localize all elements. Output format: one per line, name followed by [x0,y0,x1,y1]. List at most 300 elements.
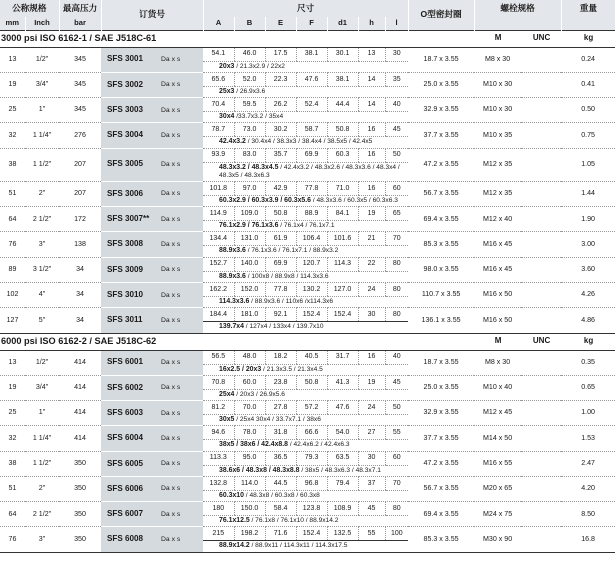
tube-size-preferred: 30x4 [219,113,235,121]
tube-size-preferred: 114.3x3.6 [219,297,250,305]
oring-size: 85.3 x 3.55 [408,232,474,257]
m-unit: M [474,333,521,350]
dim-value-a: 94.6 [203,426,234,440]
bolt-unc [521,207,561,232]
dim-value-b: 59.5 [234,98,265,112]
weight-kg: 0.65 [561,375,615,400]
nominal-inch: 4" [25,282,59,307]
dim-value-h: 24 [358,401,385,415]
dim-value-e: 44.5 [265,476,296,490]
tube-sizes [203,415,408,426]
table-row [0,148,615,162]
max-pressure: 138 [59,232,101,257]
dim-value-f: 130.2 [296,282,327,296]
max-pressure: 345 [59,72,101,97]
tube-size-preferred: 38.6x6 / 48.3x8 / 48.3x8.8 [219,466,300,474]
dim-value-h: 14 [358,72,385,86]
part-number: SFS 3006 [101,181,157,206]
tube-size-other: / 100x8 / 88.9x8 / 114.3x3.6 [245,272,329,280]
nominal-inch: 1/2" [25,47,59,72]
oring-size: 56.7 x 3.55 [408,476,474,501]
bolt-unc [521,282,561,307]
nominal-mm: 32 [0,123,25,148]
oring-size: 32.9 x 3.55 [408,98,474,123]
max-pressure: 350 [59,502,101,527]
kg-unit: kg [561,30,615,47]
tube-size-other: / 25x4 30x4 / 33.7x7.1 / 38x6 [234,416,321,424]
dim-value-e: 22.3 [265,72,296,86]
max-pressure: 345 [59,47,101,72]
max-pressure: 34 [59,282,101,307]
table-row [0,181,615,195]
max-pressure: 414 [59,350,101,375]
dim-value-b: 70.0 [234,401,265,415]
dim-col-e: E [265,17,296,30]
dax-label: Da x s [157,98,203,123]
dim-value-h: 16 [358,181,385,195]
bolt-metric: M10 x 30 [474,72,521,97]
tube-size-preferred: 88.9x3.6 [219,272,246,280]
tube-size-preferred: 42.4x3.2 [219,138,246,146]
bolt-metric: M10 x 35 [474,123,521,148]
bolt-unc [521,476,561,501]
dim-value-b: 114.0 [234,476,265,490]
dim-value-b: 60.0 [234,375,265,389]
nominal-size-header: 公称规格 [0,0,59,17]
unc-unit: UNC [521,333,561,350]
dim-value-f: 96.8 [296,476,327,490]
dim-value-l: 30 [385,47,408,61]
bolt-unc [521,123,561,148]
bolt-metric: M8 x 30 [474,47,521,72]
dim-value-b: 97.0 [234,181,265,195]
dim-value-e: 27.8 [265,401,296,415]
dim-value-d1: 31.7 [327,350,358,364]
weight-header: 重量 [561,0,615,17]
table-row [0,232,615,246]
table-row [0,257,615,271]
dim-value-a: 101.8 [203,181,234,195]
table-row [0,527,615,541]
dax-label: Da x s [157,72,203,97]
dax-label: Da x s [157,308,203,333]
part-number: SFS 6004 [101,426,157,451]
dim-value-b: 181.0 [234,308,265,322]
oring-size: 47.2 x 3.55 [408,148,474,181]
bolt-unc [521,401,561,426]
nominal-inch: 2 1/2" [25,502,59,527]
tube-size-other: / 88.9x3.6 / 110x6 /x114.3x6 [249,297,334,305]
dax-label: Da x s [157,401,203,426]
dim-value-b: 150.0 [234,502,265,516]
tube-size-preferred: 16x2.5 / 20x3 [219,365,262,373]
section-header-row [0,333,615,350]
tube-size-preferred: 48.3x3.2 / 48.3x4.5 [219,163,279,171]
tube-sizes [203,296,408,307]
part-number: SFS 3010 [101,282,157,307]
tube-size-other: / 76.1x3.6 / 76.1x7.1 / 88.9x3.2 [245,247,339,255]
dim-value-a: 152.7 [203,257,234,271]
table-row [0,47,615,61]
nominal-inch: 3" [25,527,59,552]
nominal-mm: 76 [0,232,25,257]
dim-value-d1: 127.0 [327,282,358,296]
part-number: SFS 3007** [101,207,157,232]
bolt-metric: M16 x 50 [474,308,521,333]
dim-value-f: 58.7 [296,123,327,137]
nominal-inch: 3/4" [25,72,59,97]
nominal-mm: 32 [0,426,25,451]
bolt-unc [521,308,561,333]
weight-kg: 1.53 [561,426,615,451]
nominal-mm: 19 [0,375,25,400]
dim-value-f: 47.6 [296,72,327,86]
oring-size: 37.7 x 3.55 [408,123,474,148]
max-pressure: 34 [59,308,101,333]
tube-sizes [203,61,408,72]
section-header-row [0,30,615,47]
max-pressure: 345 [59,98,101,123]
nominal-inch: 2" [25,476,59,501]
dim-value-b: 140.0 [234,257,265,271]
dim-value-f: 69.9 [296,148,327,162]
max-pressure: 34 [59,257,101,282]
dax-label: Da x s [157,350,203,375]
oring-size: 37.7 x 3.55 [408,426,474,451]
nominal-inch: 1 1/2" [25,148,59,181]
part-number: SFS 6008 [101,527,157,552]
tube-sizes [203,516,408,527]
dim-value-e: 61.9 [265,232,296,246]
dim-value-d1: 47.6 [327,401,358,415]
dim-value-f: 106.4 [296,232,327,246]
max-pressure: 414 [59,426,101,451]
dim-value-l: 45 [385,375,408,389]
dim-value-l: 80 [385,257,408,271]
tube-size-other: / 127x4 / 133x4 / 139.7x10 [243,323,324,331]
max-pressure: 414 [59,375,101,400]
bolt-spec-header: 螺栓规格 [474,0,561,17]
dim-value-l: 100 [385,527,408,541]
weight-kg: 0.35 [561,350,615,375]
dim-value-l: 40 [385,350,408,364]
tube-sizes [203,541,408,552]
dim-value-l: 60 [385,451,408,465]
nominal-inch: 5" [25,308,59,333]
dim-value-a: 162.2 [203,282,234,296]
tube-size-other: /33.7x3.2 / 35x4 [234,113,284,121]
table-row [0,401,615,415]
oring-size: 98.0 x 3.55 [408,257,474,282]
oring-size: 85.3 x 3.55 [408,527,474,552]
weight-kg: 3.00 [561,232,615,257]
bolt-unc [521,350,561,375]
dim-value-f: 152.4 [296,527,327,541]
dim-value-l: 35 [385,72,408,86]
weight-kg: 0.75 [561,123,615,148]
dim-value-l: 80 [385,282,408,296]
dim-value-a: 65.6 [203,72,234,86]
dax-label: Da x s [157,123,203,148]
tube-sizes [203,86,408,97]
dim-value-e: 42.9 [265,181,296,195]
dim-value-a: 180 [203,502,234,516]
tube-sizes [203,162,408,181]
max-pressure: 276 [59,123,101,148]
tube-size-other: / 48.3x8 / 60.3x8 / 60.3x8 [243,491,320,499]
dim-value-f: 88.9 [296,207,327,221]
bolt-metric: M12 x 45 [474,401,521,426]
oring-size: 18.7 x 3.55 [408,350,474,375]
max-pressure: 414 [59,401,101,426]
table-row [0,350,615,364]
dim-value-f: 123.8 [296,502,327,516]
dax-label: Da x s [157,148,203,181]
dim-value-d1: 152.4 [327,308,358,322]
dim-value-a: 54.1 [203,47,234,61]
max-pressure: 172 [59,207,101,232]
dim-value-b: 73.0 [234,123,265,137]
order-number-header: 订货号 [101,0,203,30]
dim-col-b: B [234,17,265,30]
dax-label: Da x s [157,282,203,307]
section-title: 6000 psi ISO 6162-2 / SAE J518C-62 [0,333,474,350]
dim-value-e: 17.5 [265,47,296,61]
part-number: SFS 3003 [101,98,157,123]
dim-value-l: 80 [385,308,408,322]
dim-value-e: 50.8 [265,207,296,221]
dim-value-d1: 50.8 [327,123,358,137]
dax-label: Da x s [157,502,203,527]
weight-kg: 2.47 [561,451,615,476]
tube-size-other: / 88.9x11 / 114.3x11 / 114.3x17.5 [249,542,348,550]
dim-value-e: 92.1 [265,308,296,322]
part-number: SFS 6006 [101,476,157,501]
dim-value-d1: 30.1 [327,47,358,61]
dim-value-d1: 132.5 [327,527,358,541]
dim-value-f: 79.3 [296,451,327,465]
tube-size-preferred: 20x3 [219,62,235,70]
nominal-mm: 51 [0,476,25,501]
weight-kg: 0.50 [561,98,615,123]
dim-col-h: h [358,17,385,30]
nominal-mm: 89 [0,257,25,282]
bolt-unc [521,375,561,400]
max-pressure: 350 [59,527,101,552]
dim-value-e: 36.5 [265,451,296,465]
dim-value-d1: 44.4 [327,98,358,112]
bolt-metric: M12 x 35 [474,181,521,206]
tube-sizes [203,137,408,148]
tube-size-preferred: 88.9x14.2 [219,542,250,550]
dim-value-f: 120.7 [296,257,327,271]
nominal-mm: 102 [0,282,25,307]
section-title: 3000 psi ISO 6162-1 / SAE J518C-61 [0,30,474,47]
bolt-metric: M10 x 30 [474,98,521,123]
part-number: SFS 3008 [101,232,157,257]
dim-col-f: F [296,17,327,30]
bar-header: bar [59,17,101,30]
nominal-mm: 64 [0,502,25,527]
nominal-mm: 13 [0,47,25,72]
nominal-inch: 1 1/2" [25,451,59,476]
tube-sizes [203,271,408,282]
part-number: SFS 3001 [101,47,157,72]
table-row [0,426,615,440]
part-number: SFS 3005 [101,148,157,181]
oring-size: 136.1 x 3.55 [408,308,474,333]
dim-value-b: 46.0 [234,47,265,61]
weight-kg: 8.50 [561,502,615,527]
nominal-mm: 38 [0,451,25,476]
dax-label: Da x s [157,207,203,232]
table-row [0,502,615,516]
dim-value-a: 56.5 [203,350,234,364]
mm-header: mm [0,17,25,30]
nominal-inch: 3" [25,232,59,257]
bolt-unc [521,426,561,451]
dim-value-d1: 38.1 [327,72,358,86]
dim-value-d1: 108.9 [327,502,358,516]
tube-size-preferred: 25x3 [219,87,235,95]
dim-col-a: A [203,17,234,30]
dax-label: Da x s [157,451,203,476]
nominal-mm: 25 [0,98,25,123]
dim-value-d1: 79.4 [327,476,358,490]
dim-value-e: 26.2 [265,98,296,112]
dim-value-d1: 41.3 [327,375,358,389]
dim-col-d1: d1 [327,17,358,30]
dim-value-e: 30.2 [265,123,296,137]
dim-value-e: 58.4 [265,502,296,516]
part-number: SFS 3011 [101,308,157,333]
dim-value-f: 66.6 [296,426,327,440]
dim-value-h: 14 [358,98,385,112]
dim-value-a: 215 [203,527,234,541]
part-number: SFS 6002 [101,375,157,400]
dim-value-f: 77.8 [296,181,327,195]
nominal-inch: 1" [25,401,59,426]
table-row [0,72,615,86]
dim-value-e: 31.8 [265,426,296,440]
dim-value-l: 65 [385,207,408,221]
max-pressure: 207 [59,148,101,181]
dim-value-h: 30 [358,308,385,322]
dim-value-l: 50 [385,401,408,415]
inch-header: Inch [25,17,59,30]
dim-value-d1: 60.3 [327,148,358,162]
dim-value-h: 16 [358,148,385,162]
dim-value-a: 113.3 [203,451,234,465]
weight-kg: 4.86 [561,308,615,333]
max-pressure: 350 [59,451,101,476]
dim-value-h: 19 [358,207,385,221]
bolt-unc [521,451,561,476]
m-unit: M [474,30,521,47]
table-row [0,375,615,389]
tube-sizes [203,440,408,451]
dim-value-d1: 63.5 [327,451,358,465]
dax-label: Da x s [157,232,203,257]
oring-size: 32.9 x 3.55 [408,401,474,426]
dim-value-b: 52.0 [234,72,265,86]
tube-sizes [203,246,408,257]
oring-size: 69.4 x 3.55 [408,502,474,527]
bolt-metric: M16 x 45 [474,232,521,257]
dim-value-a: 184.4 [203,308,234,322]
dim-value-h: 24 [358,282,385,296]
oring-size: 56.7 x 3.55 [408,181,474,206]
oring-size: 110.7 x 3.55 [408,282,474,307]
dim-value-h: 16 [358,123,385,137]
tube-size-preferred: 38x5 / 38x6 / 42.4x8.8 [219,441,288,449]
bolt-unc [521,181,561,206]
tube-size-preferred: 25x4 [219,390,235,398]
weight-kg: 3.60 [561,257,615,282]
table-row [0,207,615,221]
dax-label: Da x s [157,47,203,72]
dim-value-e: 77.8 [265,282,296,296]
part-number: SFS 6003 [101,401,157,426]
oring-size: 25.0 x 3.55 [408,72,474,97]
oring-header: O型密封圈 [408,0,474,30]
dim-value-h: 19 [358,375,385,389]
bolt-metric: M30 x 90 [474,527,521,552]
dax-label: Da x s [157,527,203,552]
dim-value-l: 70 [385,476,408,490]
oring-size: 25.0 x 3.55 [408,375,474,400]
dim-value-d1: 54.0 [327,426,358,440]
part-number: SFS 6005 [101,451,157,476]
dax-label: Da x s [157,375,203,400]
dim-value-b: 48.0 [234,350,265,364]
dim-value-a: 132.8 [203,476,234,490]
dim-value-e: 35.7 [265,148,296,162]
part-number: SFS 3009 [101,257,157,282]
tube-sizes [203,490,408,501]
tube-sizes [203,389,408,400]
tube-sizes [203,465,408,476]
bolt-metric: M8 x 30 [474,350,521,375]
tube-size-other: / 48.3x3.6 / 60.3x5 / 60.3x6.3 [311,196,398,204]
dim-value-h: 45 [358,502,385,516]
tube-size-preferred: 60.3x2.9 / 60.3x3.9 / 60.3x5.6 [219,196,311,204]
part-number: SFS 3004 [101,123,157,148]
nominal-inch: 2 1/2" [25,207,59,232]
tube-size-preferred: 76.1x2.9 / 76.1x3.6 [219,222,279,230]
tube-sizes [203,112,408,123]
nominal-mm: 51 [0,181,25,206]
tube-size-other: / 20x3 / 26.9x5.6 [234,390,285,398]
weight-kg: 16.8 [561,527,615,552]
nominal-mm: 38 [0,148,25,181]
oring-size: 47.2 x 3.55 [408,451,474,476]
bolt-metric: M10 x 40 [474,375,521,400]
weight-kg: 1.05 [561,148,615,181]
bolt-metric: M12 x 40 [474,207,521,232]
nominal-mm: 127 [0,308,25,333]
nominal-inch: 1 1/4" [25,123,59,148]
nominal-mm: 64 [0,207,25,232]
dim-value-f: 38.1 [296,47,327,61]
dim-value-d1: 114.3 [327,257,358,271]
dim-value-d1: 71.0 [327,181,358,195]
dim-value-l: 40 [385,98,408,112]
weight-kg: 0.24 [561,47,615,72]
tube-sizes [203,221,408,232]
tube-size-other: / 21.3x2.9 / 22x2 [234,62,285,70]
dax-label: Da x s [157,476,203,501]
